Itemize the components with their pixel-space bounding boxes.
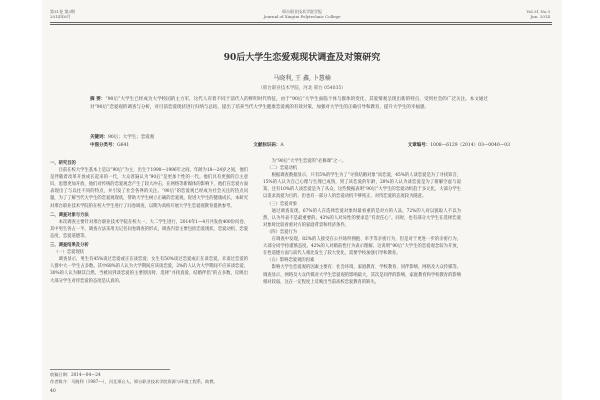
clc-value: G641 bbox=[117, 143, 130, 148]
subsection-heading: （四）恋爱行为 bbox=[267, 229, 298, 235]
paragraph: 在调查中发现，82%的人接受在公共场所拥抱、牵手等亲密行为，但是对于更进一步的亲密行为，大部分同学持谨慎态度。42%的人对婚前性行为表示理解，这说明“90后”大学生的恋爱观念较为开放，在性道德方面与前代人相比发生了较大变化，需要学校加强引导和教育。 bbox=[263, 237, 461, 257]
journal-name-cn: 邢台职业技术学院学报 bbox=[282, 9, 322, 14]
document-code-value: A bbox=[280, 143, 284, 148]
issue-date-en: Jun. 2014 bbox=[530, 14, 550, 19]
subsection-heading: （一）恋爱现状 bbox=[54, 250, 85, 256]
article-number-label: 文章编号： bbox=[407, 143, 431, 148]
section-heading: 三、调查结果及分析 bbox=[50, 243, 89, 249]
volume-issue-en: Vol.31 No.3 bbox=[526, 9, 550, 14]
left-column bbox=[50, 158, 248, 285]
right-column bbox=[263, 158, 461, 286]
author-bio: 作者简介：马晓利（1987—），河北邢台人，邢台职业技术学院资源与环境工程系，助教。 bbox=[50, 378, 218, 384]
header-rule-thin bbox=[50, 24, 552, 25]
volume-issue: 第31卷 第3期 bbox=[50, 9, 75, 14]
journal-name-block bbox=[42, 9, 562, 19]
document-code bbox=[253, 142, 283, 148]
section-heading: 一、研究目的 bbox=[50, 161, 76, 166]
article-authors: 马晓利, 王 鑫, 卜慧楠 bbox=[273, 75, 331, 82]
document-code-label: 文献标识码： bbox=[253, 143, 281, 148]
keywords-text: 90后；大学生；恋爱观 bbox=[108, 135, 155, 140]
journal-volume-info-en bbox=[527, 9, 551, 19]
paragraph: 调查显示，男生有45%谈过恋爱或正在谈恋爱；女生有50%谈过恋爱或正在谈恋爱。未谈过恋爱的人群中大一学生占多数。其中68%的人认为大学期间应该谈恋爱，2%的人认为大学期间不应该谈恋爱，30%的人认为顺其自然。当被问到谈恋爱的主要原因时，选择“寻找真爱、结婚伴侣”的占多数，反映出大部分学生对待恋爱的态度是认真的。 bbox=[50, 257, 248, 284]
abstract bbox=[90, 96, 488, 111]
keywords-label: 关键词： bbox=[90, 135, 108, 140]
paragraph: 本次调查主要针对邢台职业技术学院在校大一、大二学生进行，2014年1—4月共发放400份问卷，其中男生各占一半。调查方法采用无记名问卷调查的形式，调查内容主要包括恋爱现状、恋爱动机、恋爱态度、恋爱道德等。 bbox=[50, 219, 248, 239]
issue-date: 2014年6月 bbox=[50, 14, 71, 19]
paragraph: 为“90后”大学生恋爱的“必修课”之一。 bbox=[271, 159, 347, 164]
keywords bbox=[90, 134, 154, 140]
subsection-heading: （三）恋爱对象 bbox=[267, 201, 298, 207]
subsection-heading: （五）影响恋爱观的因素 bbox=[267, 258, 315, 264]
section-heading: 二、调查对象与方法 bbox=[50, 212, 89, 218]
footnote-rule bbox=[50, 369, 170, 370]
classification-line bbox=[90, 142, 510, 148]
paragraph: 通过调查发现，67%的人在选择恋爱对象时最看重的是对方的人品，72%的人对以貌取人不以为然，认为外表不是最重要的。43%的人对异性的要求是“有责任心”。同时，也有部分大学生在选择恋爱对象时比较看重对方的家庭背景和经济条件。 bbox=[263, 208, 461, 228]
article-affiliation: （邢台职业技术学院，河北 邢台 054035） bbox=[258, 86, 346, 91]
article-number bbox=[408, 142, 510, 148]
abstract-text: “90后”大学生已经成为大学校园的主力军，这代人有着不同于前代人的鲜明时代特征，由于“90后”大学生面临个体与群体的变化，其爱情观呈现出新的特点，受到社会的广泛关注。本文通过对“90后”恋爱观的调查与分析，对目前恋爱现状进行归纳与总结，提出了培养当代大学生健康恋爱观的有效对策，加强对大学生的正确引导和教育，提升大学生的幸福感。 bbox=[90, 97, 488, 110]
page-number: 40 bbox=[50, 389, 56, 394]
journal-name-en: Journal of Xingtai Polytechnic College bbox=[263, 14, 341, 19]
paragraph: 根据调查数据显示，只有5%的学生为了“寻找结婚对象”而恋爱，45%的人谈恋爱是为了寻找知音，15%的人认为自己心理与生理已成熟，到了该恋爱的年龄，20%的人认为谈恋爱是为了排解空虚与寂寞，还有10%的人谈恋爱是为了从众，这些数据表明“90后”大学生的恋爱动机趋于多元化，大部分学生以追求真爱为目的，但也有一部分人的恋爱动机不够纯正，对待恋爱的态度较为随意。 bbox=[263, 173, 461, 200]
received-date: 收稿日期：2014—04—24 bbox=[50, 372, 101, 377]
article-number-value: 1008—6129（2014）03—0040—03 bbox=[430, 143, 510, 148]
clc-code bbox=[90, 142, 129, 148]
article-title: 90后大学生恋爱观现状调查及对策研究 bbox=[223, 53, 381, 63]
paragraph: 目前在校大学生基本上是以“90后”为主，出生于1990—1996年之间，年龄为18—24岁之间，他们是伴随着改革开放成长起来的一代，大众普遍认为“90后”是更加个性的一代。他们具有更强的自主意识，思想更加开放，他们对传统的恋爱观念产生了较大冲击，在网络等新媒体的影响下，他们在恋爱方面表现出了与以往不同的特点，并引发了社会各界的关注。“90后”的恋爱观已经成为社会关注的热点问题，为了了解当代大学生的恋爱观现状，帮助大学生树立正确的恋爱观，促进大学生的健康成长，本研究对邢台职业技术学院的在校大学生进行了问卷调查，以期为高校开展大学生恋爱观教育提供参考。 bbox=[50, 168, 248, 209]
header-rule bbox=[50, 22, 552, 23]
paragraph: 影响大学生恋爱观的因素主要有：社会环境、家庭教育、学校教育、同伴影响、网络及大众传媒等。调查显示，网络及大众传媒对大学生恋爱观的影响最大，其次是同伴的影响，家庭教育和学校教育的影响相对较弱，这在一定程度上反映出当前高校恋爱教育的缺失。 bbox=[263, 265, 461, 285]
journal-page bbox=[42, 0, 562, 400]
abstract-label: 摘 要： bbox=[90, 97, 106, 102]
footnote bbox=[50, 372, 490, 385]
subsection-heading: （二）恋爱动机 bbox=[267, 166, 298, 172]
clc-label: 中图分类号： bbox=[90, 143, 117, 148]
